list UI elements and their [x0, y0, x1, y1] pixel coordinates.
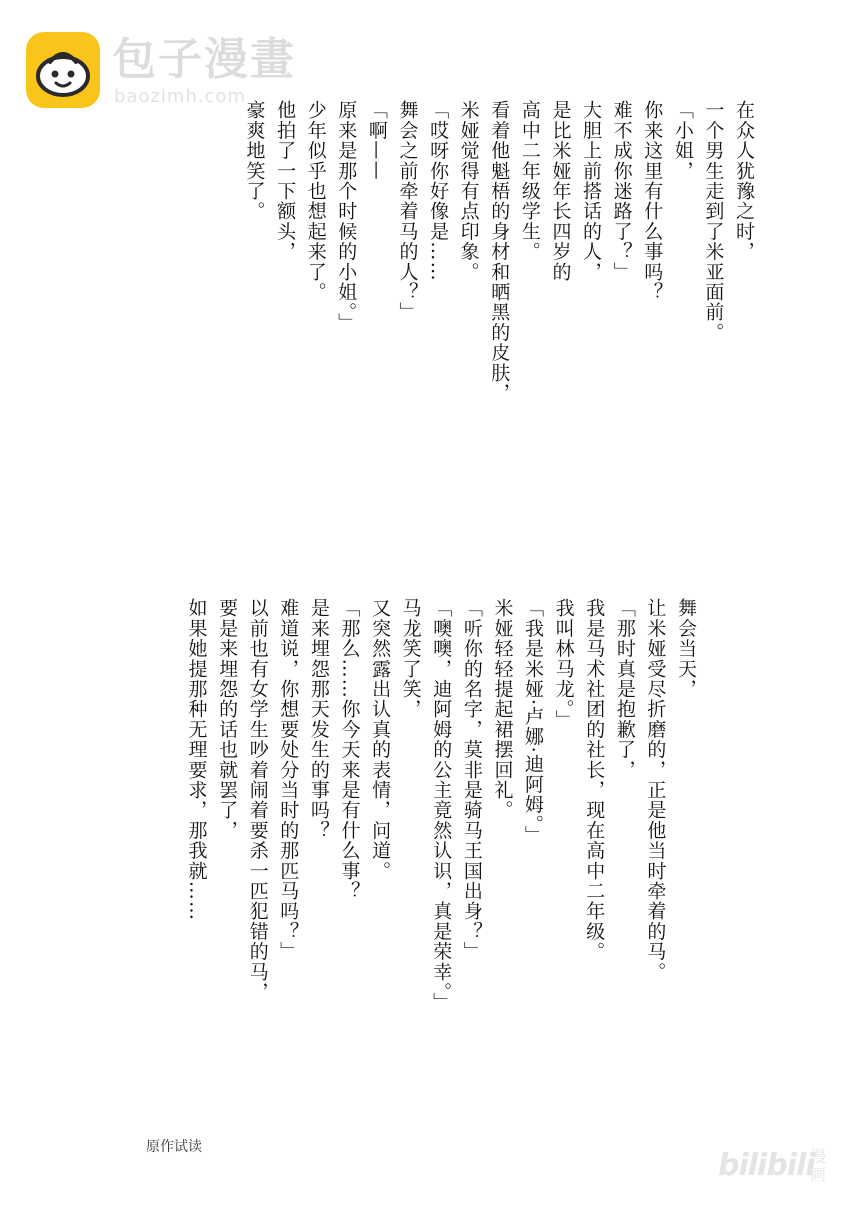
text-line: 豪爽地笑了。 — [243, 100, 266, 222]
text-line: 难不成你迷路了？」 — [610, 100, 633, 282]
text-line: 米娅轻轻提起裙摆回礼。 — [491, 598, 514, 821]
text-line: 如果她提那种无理要求，那我就…… — [185, 598, 208, 922]
text-line: 看着他魁梧的身材和晒黑的皮肤， — [488, 100, 511, 403]
text-line: 舞会之前牵着马的人？」 — [396, 100, 419, 323]
watermark-site-url: baozimh.com — [114, 86, 247, 107]
text-line: 大胆上前搭话的人， — [580, 100, 603, 282]
text-line: 是比米娅年长四岁的 — [549, 100, 572, 282]
text-line: 一个男生走到了米亚面前。 — [702, 100, 725, 343]
text-line: 要是来埋怨的话也就罢了， — [216, 598, 239, 841]
text-line: 以前也有女学生吵着闹着要杀一匹犯错的马， — [246, 598, 269, 1002]
text-line: 「小姐， — [671, 100, 694, 181]
text-line: 「那时真是抱歉了， — [613, 598, 636, 780]
text-line: 你来这里有什么事吗？ — [641, 100, 664, 302]
text-line: 马龙笑了笑， — [399, 598, 422, 720]
text-line: 又突然露出认真的表情，问道。 — [369, 598, 392, 881]
text-line: 「听你的名字，莫非是骑马王国出身？」 — [460, 598, 483, 962]
text-line: 舞会当天， — [675, 598, 697, 699]
text-line: 原来是那个时候的小姐。」 — [335, 100, 358, 333]
text-line: 让米娅受尽折磨的，正是他当时牵着的马。 — [644, 598, 667, 982]
text-line: 难道说，你想要处分当时的那匹马吗？」 — [277, 598, 300, 962]
text-line: 高中二年级学生。 — [518, 100, 541, 262]
text-line: 少年似乎也想起来了。 — [304, 100, 327, 302]
bun-face-icon — [26, 32, 100, 108]
footer-label: 原作试读 — [146, 1139, 202, 1155]
bilibili-logo: bilibili — [718, 1148, 815, 1183]
text-line: 「啊—— — [365, 100, 388, 181]
text-block-top — [239, 100, 759, 403]
watermark-site-name: 包子漫畫 — [112, 34, 296, 85]
text-line: 米娅觉得有点印象。 — [457, 100, 480, 282]
text-line: 「我是米娅·卢娜·迪阿姆。」 — [522, 598, 545, 846]
text-line: 我是马术社团的社长，现在高中二年级。 — [583, 598, 606, 962]
text-line: 「哎呀你好像是…… — [427, 100, 450, 282]
bilibili-logo-sub: 漫画 — [810, 1147, 827, 1184]
text-line: 「噢噢，迪阿姆的公主竟然认识，真是荣幸。」 — [430, 598, 453, 1013]
text-line: 他拍了一下额头， — [274, 100, 297, 262]
text-block-bottom — [181, 598, 701, 1013]
text-line: 我叫林马龙。」 — [552, 598, 575, 730]
text-line: 在众人犹豫之时， — [733, 100, 755, 262]
text-line: 是来埋怨那天发生的事吗？ — [307, 598, 330, 841]
text-line: 「那么……你今天来是有什么事？ — [338, 598, 361, 901]
